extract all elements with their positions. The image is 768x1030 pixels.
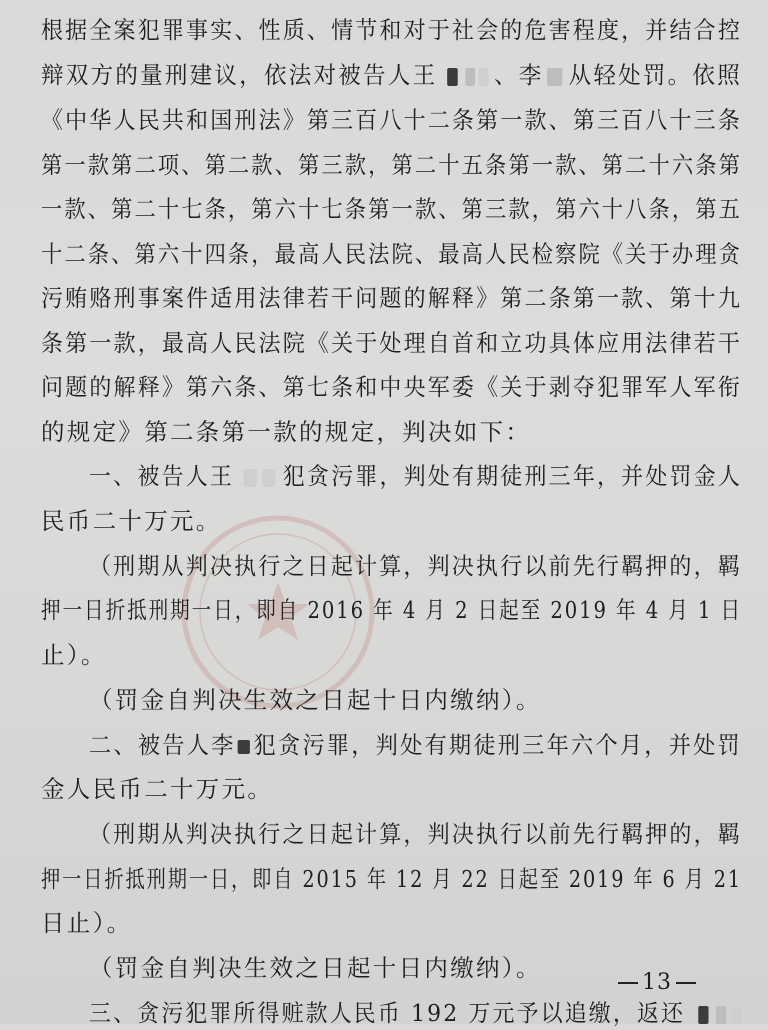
body-line: 民币二十万元。 bbox=[41, 507, 222, 535]
body-line: 押一日折抵刑期一日，即自 2016 年 4 月 2 日起至 2019 年 4 月 1 日 bbox=[41, 596, 743, 624]
body-line: 《中华人民共和国刑法》第三百八十二条第一款、第三百八十三条 bbox=[41, 106, 742, 134]
body-text: 犯贪污罪，判处有期徒刑三年六个月，并处罚 bbox=[253, 731, 742, 759]
body-line: 止）。 bbox=[41, 641, 107, 669]
redaction-block bbox=[479, 68, 489, 86]
redaction-block bbox=[447, 68, 458, 86]
body-line: 日止）。 bbox=[41, 909, 133, 937]
body-line bbox=[89, 728, 768, 762]
body-line: 第一款第二项、第二款、第三款，第二十五条第一款、第二十六条第 bbox=[41, 151, 743, 179]
body-text: 辩双方的量刑建议，依法对被告人王 bbox=[41, 61, 438, 89]
body-line: 金人民币二十万元。 bbox=[41, 775, 274, 803]
redaction-block bbox=[732, 1006, 742, 1024]
page-number bbox=[614, 968, 700, 998]
redaction-block bbox=[547, 68, 562, 86]
page-number-dash bbox=[676, 982, 696, 984]
body-line: （罚金自判决生效之日起十日内缴纳）。 bbox=[89, 954, 542, 982]
body-line: 条第一款，最高人民法院《关于处理自首和立功具体应用法律若干 bbox=[41, 329, 742, 357]
body-line: 十二条、第六十四条，最高人民法院、最高人民检察院《关于办理贪 bbox=[41, 240, 743, 268]
body-text: 三、贪污犯罪所得赃款人民币 192 万元予以追缴，返还 bbox=[89, 999, 686, 1027]
body-text: 一、被告人王 bbox=[89, 462, 235, 490]
body-line: （刑期从判决执行之日起计算，判决执行以前先行羁押的，羁 bbox=[89, 552, 743, 580]
body-line: 根据全案犯罪事实、性质、情节和对于社会的危害程度，并结合控 bbox=[41, 16, 742, 44]
body-line: 押一日折抵刑期一日，即自 2015 年 12 月 22 日起至 2019 年 6 月 21 bbox=[41, 865, 743, 893]
body-line: 一款、第二十七条，第六十七条第一款、第三款，第六十八条，第五 bbox=[41, 195, 743, 223]
redaction-block bbox=[698, 1006, 708, 1024]
redaction-block bbox=[262, 469, 275, 487]
body-text: 犯贪污罪，判处有期徒刑三年，并处罚金人 bbox=[282, 462, 743, 490]
redaction-block bbox=[716, 1006, 726, 1024]
body-text: 从轻处罚。依照 bbox=[568, 61, 742, 89]
redaction-block bbox=[243, 469, 256, 487]
page-number-dash bbox=[618, 982, 638, 984]
redaction-block bbox=[465, 68, 475, 86]
body-line: 问题的解释》第六条、第七条和中央军委《关于剥夺犯罪军人军衔 bbox=[41, 373, 742, 401]
page-number-value: 13 bbox=[642, 970, 672, 995]
body-text: 、李 bbox=[494, 61, 544, 89]
body-line: 污贿赂刑事案件适用法律若干问题的解释》第二条第一款、第十九 bbox=[41, 284, 742, 312]
body-line: 的规定》第二条第一款的规定，判决如下： bbox=[41, 418, 532, 446]
body-line: （罚金自判决生效之日起十日内缴纳）。 bbox=[89, 686, 542, 714]
body-line bbox=[41, 58, 768, 92]
body-text: 二、被告人李 bbox=[89, 731, 236, 759]
body-line bbox=[89, 459, 768, 493]
body-line: （刑期从判决执行之日起计算，判决执行以前先行羁押的，羁 bbox=[89, 820, 743, 848]
body-line bbox=[89, 996, 768, 1030]
redaction-block bbox=[237, 740, 249, 754]
